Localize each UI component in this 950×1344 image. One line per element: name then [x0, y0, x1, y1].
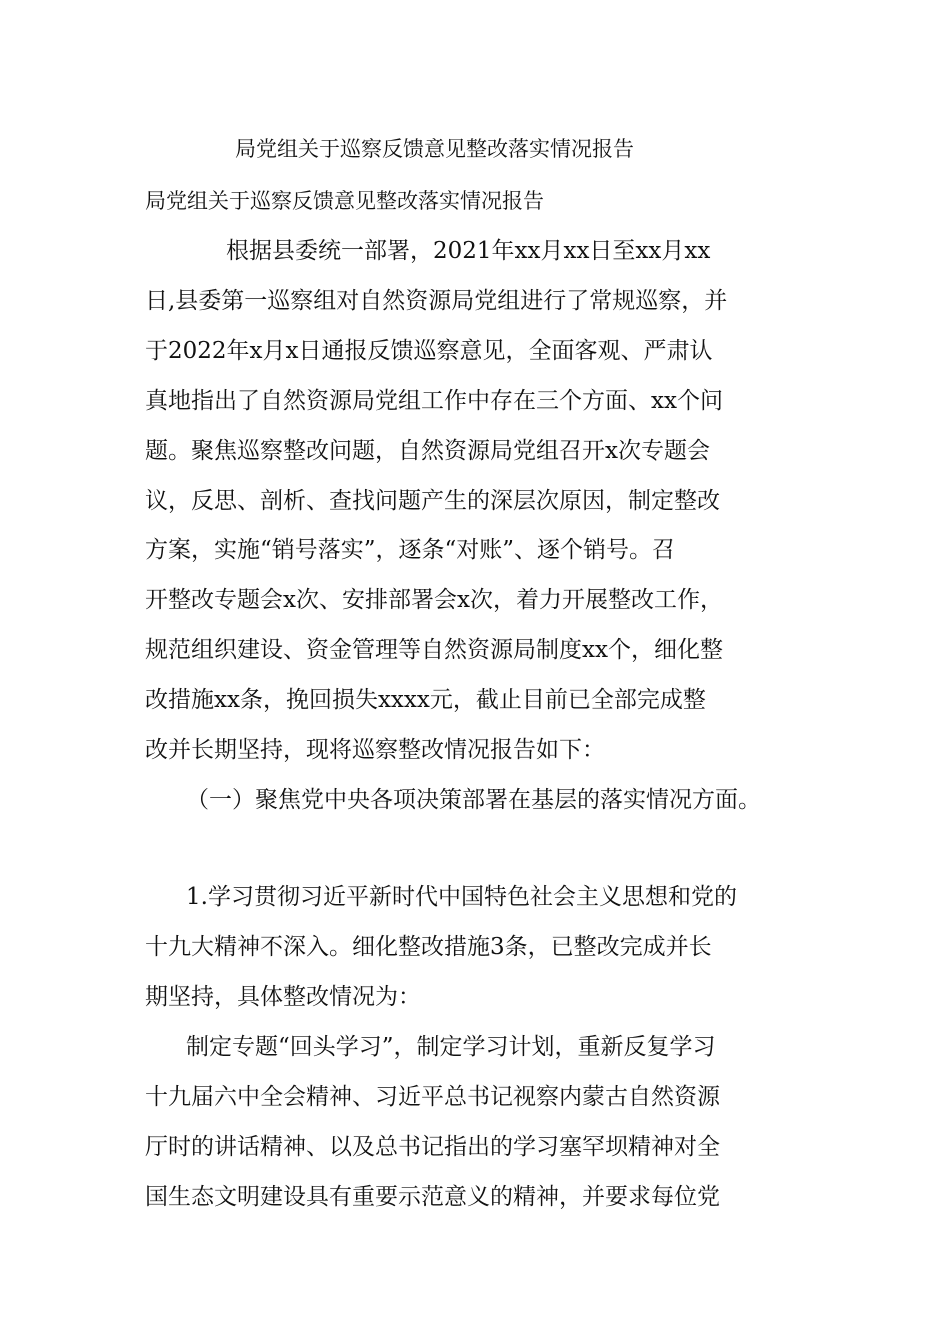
- paragraph-line: 日,县委第一巡察组对自然资源局党组进行了常规巡察，并: [145, 288, 728, 314]
- paragraph-line: 十九届六中全会精神、习近平总书记视察内蒙古自然资源: [145, 1084, 720, 1110]
- section-heading: （一）聚焦党中央各项决策部署在基层的落实情况方面。: [186, 787, 761, 813]
- paragraph-line: 制定专题“回头学习”，制定学习计划，重新反复学习: [186, 1034, 716, 1060]
- document-title: 局党组关于巡察反馈意见整改落实情况报告: [235, 137, 634, 161]
- paragraph-line: 议，反思、剖析、查找问题产生的深层次原因，制定整改: [145, 488, 720, 514]
- paragraph-line: 期坚持，具体整改情况为：: [145, 984, 421, 1010]
- paragraph-line: 改并长期坚持，现将巡察整改情况报告如下：: [145, 737, 605, 763]
- paragraph-line: 题。聚焦巡察整改问题，自然资源局党组召开x次专题会: [145, 438, 710, 464]
- paragraph-line: 厅时的讲话精神、以及总书记指出的学习塞罕坝精神对全: [145, 1134, 720, 1160]
- paragraph-line: 十九大精神不深入。细化整改措施3条，已整改完成并长: [145, 934, 712, 960]
- paragraph-line: 真地指出了自然资源局党组工作中存在三个方面、xx个问: [145, 388, 723, 414]
- paragraph-line: 于2022年x月x日通报反馈巡察意见，全面客观、严肃认: [145, 338, 713, 364]
- paragraph-line: 开整改专题会x次、安排部署会x次，着力开展整改工作，: [145, 587, 723, 613]
- document-subtitle: 局党组关于巡察反馈意见整改落实情况报告: [145, 189, 544, 213]
- paragraph-line: 方案，实施“销号落实”，逐条“对账”、逐个销号。召: [145, 537, 676, 563]
- subsection-heading: 1.学习贯彻习近平新时代中国特色社会主义思想和党的: [186, 884, 737, 910]
- paragraph-line: 国生态文明建设具有重要示范意义的精神，并要求每位党: [145, 1184, 720, 1210]
- paragraph-line: 根据县委统一部署，2021年xx月xx日至xx月xx: [226, 238, 711, 264]
- paragraph-line: 规范组织建设、资金管理等自然资源局制度xx个，细化整: [145, 637, 723, 663]
- paragraph-line: 改措施xx条，挽回损失xxxx元，截止目前已全部完成整: [145, 687, 706, 713]
